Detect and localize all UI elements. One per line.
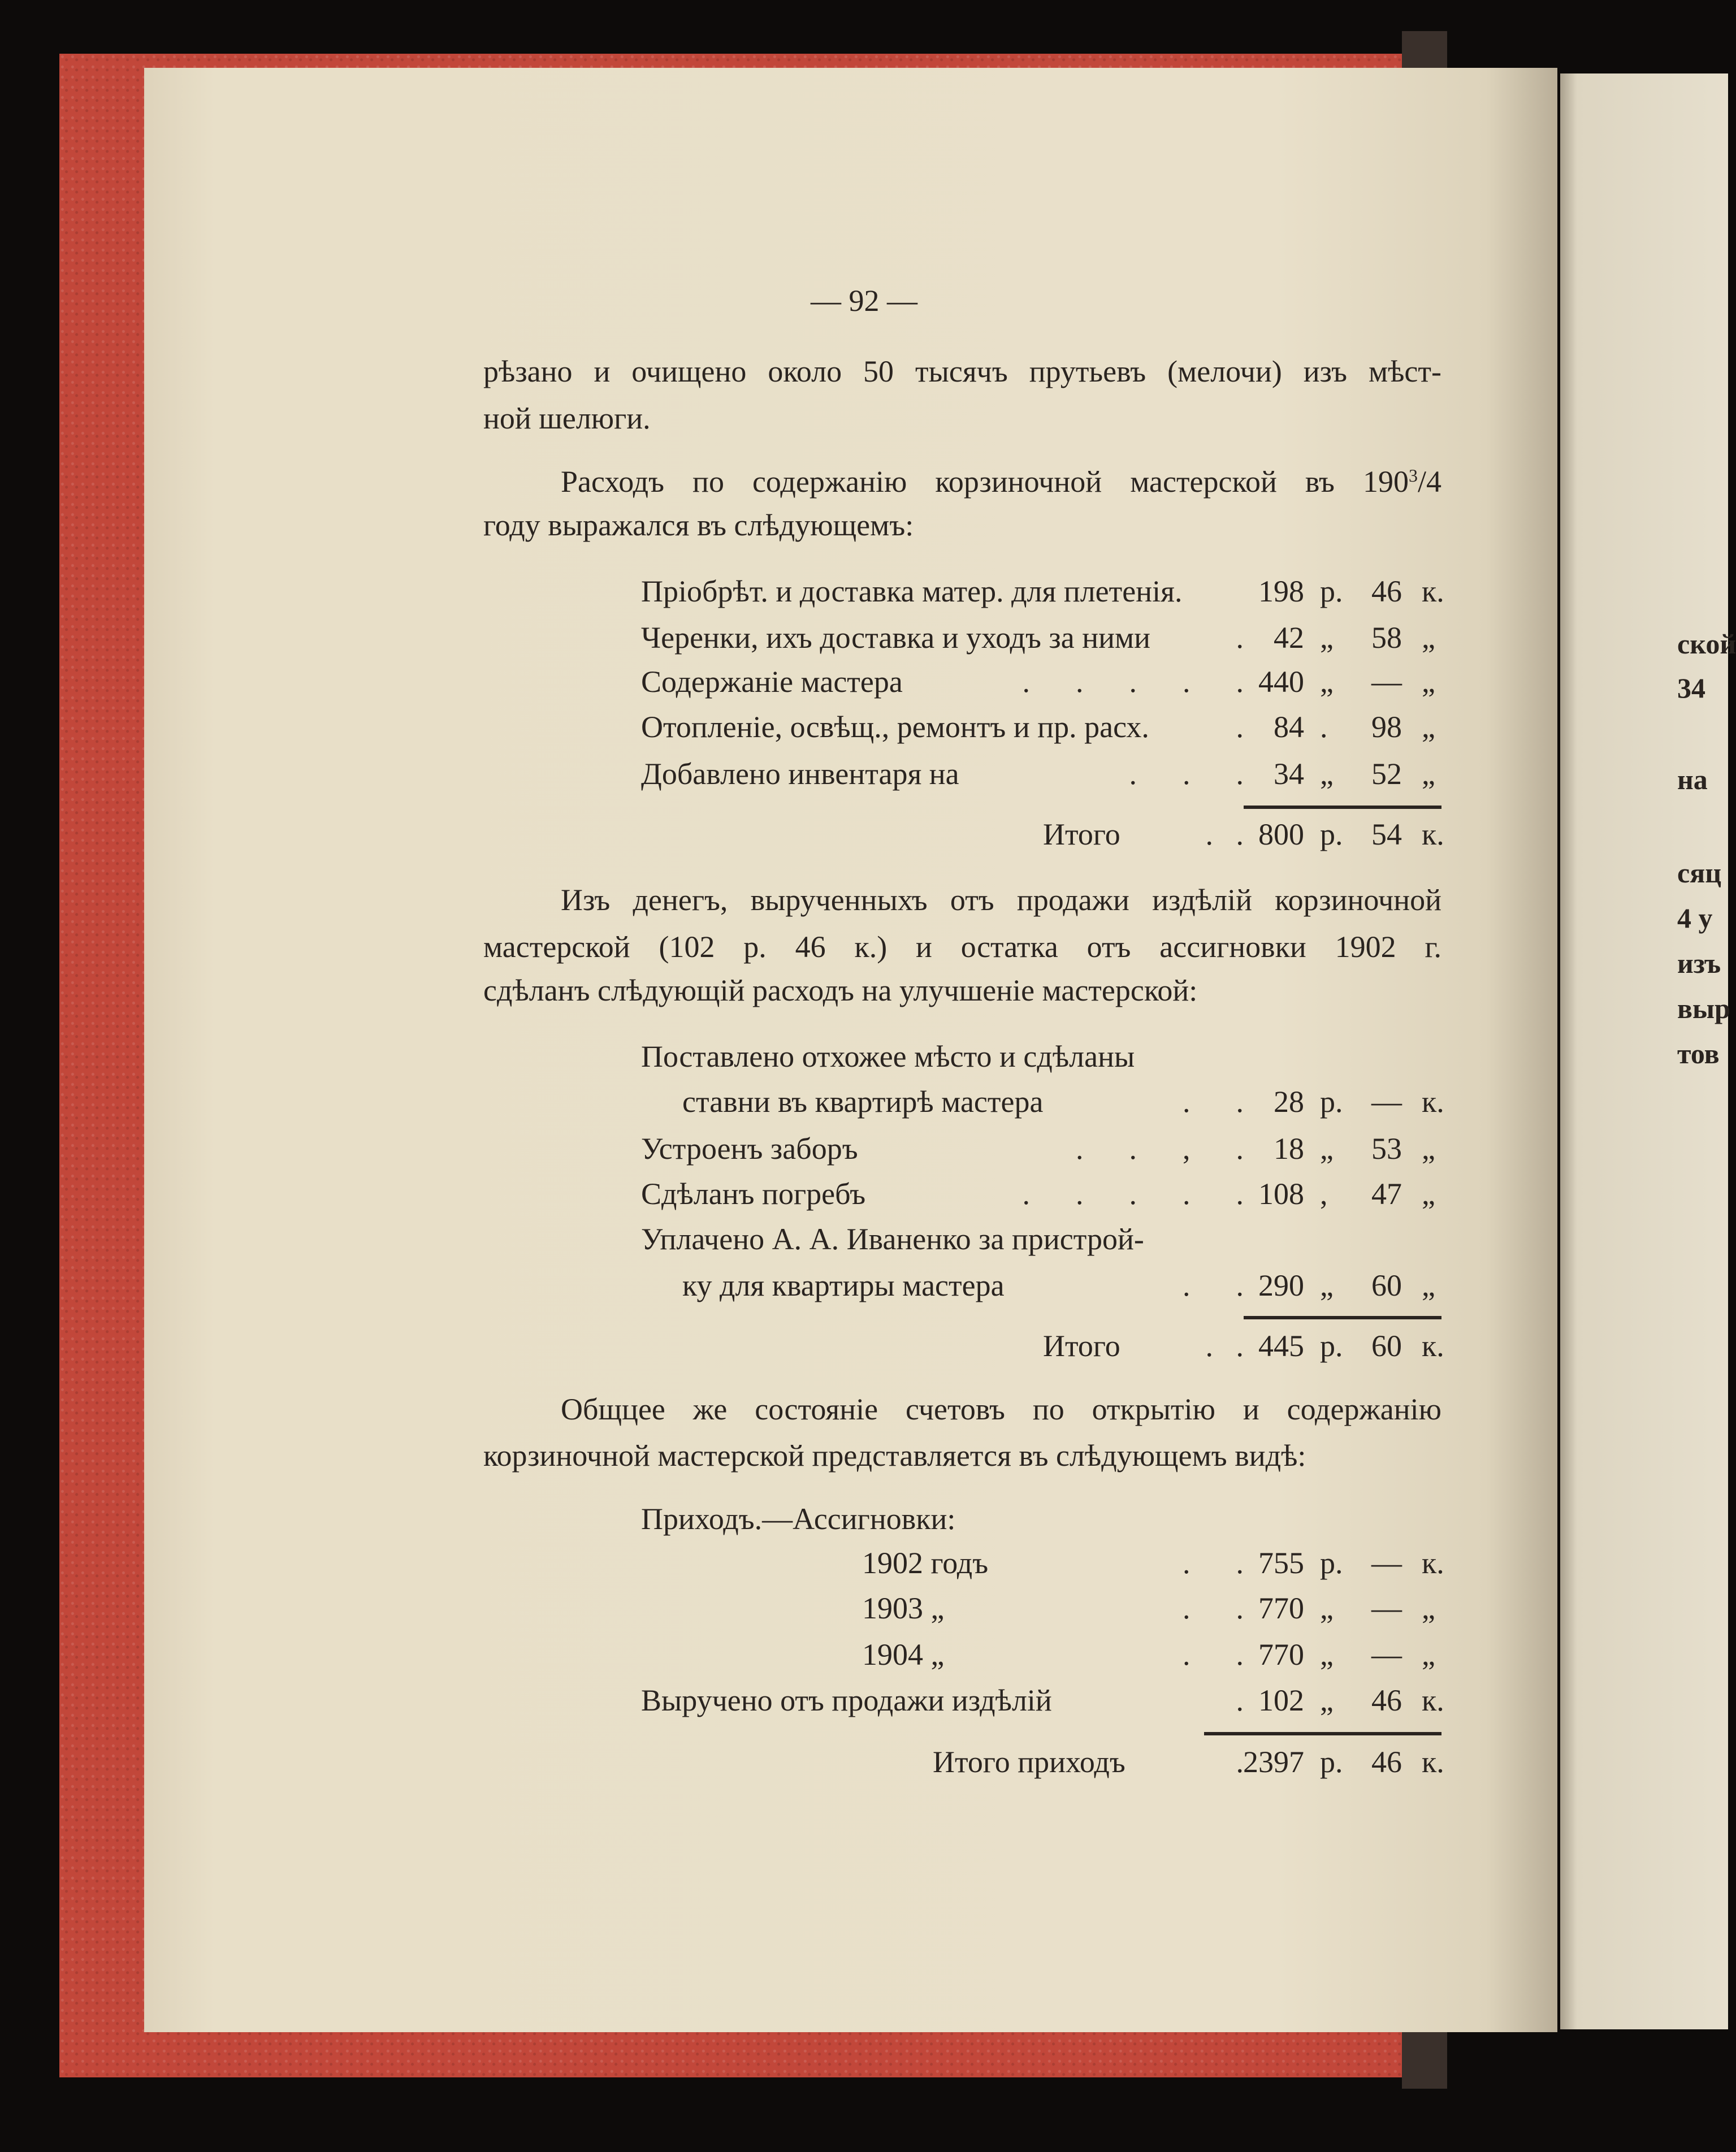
paragraph-line: рѣзано и очищено около 50 тысячъ прутьевъ (мелочи) изъ мѣст- bbox=[483, 354, 1441, 388]
total-row bbox=[0, 819, 1728, 853]
dot-leader: . . bbox=[1183, 1638, 1244, 1672]
facing-page-fragment: 34 bbox=[1677, 672, 1705, 704]
rubles-value: 755 bbox=[1258, 1546, 1304, 1580]
item-label: 1903 „ bbox=[862, 1591, 945, 1625]
dot-leader: . . , . bbox=[1076, 1132, 1244, 1166]
dot-leader: . bbox=[1236, 1683, 1244, 1717]
table-row bbox=[0, 1685, 1728, 1719]
rubles-unit: „ bbox=[1320, 665, 1334, 699]
dot-leader: . . bbox=[1183, 1546, 1244, 1580]
kopecks-unit: к. bbox=[1422, 1745, 1444, 1779]
paragraph-line: корзиночной мастерской представляется въ слѣдующемъ видѣ: bbox=[483, 1439, 1306, 1473]
kopecks-value: — bbox=[1371, 1546, 1402, 1580]
kopecks-unit: „ bbox=[1422, 710, 1435, 744]
item-label: Пріобрѣт. и доставка матер. для плетенія. bbox=[641, 574, 1183, 608]
item-label: Приходъ.—Ассигновки: bbox=[641, 1502, 956, 1536]
kopecks-value: 46 bbox=[1371, 574, 1402, 608]
table-row bbox=[0, 622, 1728, 656]
dot-leader: . . bbox=[1205, 1329, 1244, 1363]
rubles-unit: „ bbox=[1320, 757, 1334, 791]
item-label: 1904 „ bbox=[862, 1638, 945, 1672]
rubles-value: 198 bbox=[1258, 574, 1304, 608]
kopecks-unit: к. bbox=[1422, 1546, 1444, 1580]
paragraph-line: году выражался въ слѣдующемъ: bbox=[483, 508, 914, 542]
kopecks-unit: „ bbox=[1422, 757, 1435, 791]
facing-page-fragment: ской bbox=[1677, 628, 1736, 660]
rubles-unit: р. bbox=[1320, 1546, 1343, 1580]
rubles-value: 108 bbox=[1258, 1177, 1304, 1211]
rubles-value: 770 bbox=[1258, 1638, 1304, 1672]
sum-rule bbox=[1204, 1732, 1441, 1735]
table-row bbox=[0, 1133, 1728, 1167]
table-row bbox=[0, 1041, 1728, 1075]
item-label: Выручено отъ продажи издѣлій bbox=[641, 1683, 1052, 1717]
total-label: Итого bbox=[1043, 817, 1120, 851]
kopecks-value: 52 bbox=[1371, 757, 1402, 791]
item-label: Поставлено отхожее мѣсто и сдѣланы bbox=[641, 1040, 1135, 1073]
paragraph-line: Общцее же состояніе счетовъ по открытію и содержанію bbox=[561, 1392, 1441, 1426]
table-row bbox=[0, 1593, 1728, 1627]
rubles-unit: р. bbox=[1320, 1085, 1343, 1119]
kopecks-unit: „ bbox=[1422, 1177, 1435, 1211]
kopecks-value: — bbox=[1371, 665, 1402, 699]
item-label: 1902 годъ bbox=[862, 1546, 989, 1580]
rubles-value: 800 bbox=[1258, 817, 1304, 851]
dot-leader: . . . . . bbox=[1022, 1177, 1244, 1211]
table-row bbox=[0, 759, 1728, 793]
item-label: ку для квартиры мастера bbox=[682, 1268, 1005, 1302]
facing-page-fragment: на bbox=[1677, 764, 1708, 795]
paragraph-line bbox=[561, 466, 1441, 497]
rubles-unit: „ bbox=[1320, 621, 1334, 655]
rubles-unit: „ bbox=[1320, 1638, 1334, 1672]
fraction-numerator: 3 bbox=[1408, 465, 1418, 486]
kopecks-unit: „ bbox=[1422, 1591, 1435, 1625]
kopecks-value: 46 bbox=[1371, 1745, 1402, 1779]
dot-leader: . bbox=[1236, 621, 1244, 655]
kopecks-unit: „ bbox=[1422, 1268, 1435, 1302]
item-label: Отопленіе, освѣщ., ремонтъ и пр. расх. bbox=[641, 710, 1149, 744]
kopecks-value: — bbox=[1371, 1591, 1402, 1625]
dot-leader: . . bbox=[1183, 1591, 1244, 1625]
rubles-unit: „ bbox=[1320, 1268, 1334, 1302]
rubles-unit: р. bbox=[1320, 817, 1343, 851]
kopecks-unit: „ bbox=[1422, 1132, 1435, 1166]
table-row bbox=[0, 1548, 1728, 1582]
kopecks-value: 60 bbox=[1371, 1329, 1402, 1363]
page-number: — 92 — bbox=[811, 284, 917, 318]
total-label: Итого bbox=[1043, 1329, 1120, 1363]
total-row bbox=[0, 1331, 1728, 1365]
item-label: Сдѣланъ погребъ bbox=[641, 1177, 866, 1211]
facing-page-fragment: выр bbox=[1677, 993, 1730, 1024]
rubles-unit: р. bbox=[1320, 574, 1343, 608]
kopecks-unit: к. bbox=[1422, 1683, 1444, 1717]
item-label: Добавлено инвентаря на bbox=[641, 757, 959, 791]
paragraph-line: сдѣланъ слѣдующій расходъ на улучшеніе мастерской: bbox=[483, 973, 1198, 1007]
rubles-value: 34 bbox=[1274, 757, 1304, 791]
kopecks-value: 98 bbox=[1371, 710, 1402, 744]
facing-page-fragment: сяц bbox=[1677, 857, 1722, 889]
kopecks-value: — bbox=[1371, 1638, 1402, 1672]
kopecks-value: 46 bbox=[1371, 1683, 1402, 1717]
table-row bbox=[0, 712, 1728, 746]
rubles-value: 2397 bbox=[1243, 1745, 1304, 1779]
paragraph-line: ной шелюги. bbox=[483, 401, 651, 435]
dot-leader: . bbox=[1236, 710, 1244, 744]
rubles-unit: „ bbox=[1320, 1591, 1334, 1625]
table-row bbox=[0, 1179, 1728, 1213]
sum-rule bbox=[1244, 806, 1441, 809]
kopecks-unit: к. bbox=[1422, 1085, 1444, 1119]
table-row bbox=[0, 576, 1728, 610]
kopecks-unit: к. bbox=[1422, 817, 1444, 851]
facing-page-fragment: изъ bbox=[1677, 947, 1721, 979]
dot-leader: . . bbox=[1205, 817, 1244, 851]
table-row bbox=[0, 1086, 1728, 1120]
dot-leader: . . bbox=[1183, 1268, 1244, 1302]
fraction-denominator: /4 bbox=[1417, 465, 1441, 499]
kopecks-value: 58 bbox=[1371, 621, 1402, 655]
rubles-unit: , bbox=[1320, 1177, 1328, 1211]
rubles-value: 440 bbox=[1258, 665, 1304, 699]
kopecks-value: 53 bbox=[1371, 1132, 1402, 1166]
item-label: Устроенъ заборъ bbox=[641, 1132, 858, 1166]
dot-leader: . . . bbox=[1129, 757, 1244, 791]
rubles-value: 84 bbox=[1274, 710, 1304, 744]
rubles-unit: „ bbox=[1320, 1683, 1334, 1717]
item-label: Уплачено А. А. Иваненко за пристрой- bbox=[641, 1222, 1144, 1256]
kopecks-value: 60 bbox=[1371, 1268, 1402, 1302]
table-row bbox=[0, 666, 1728, 700]
item-label: ставни въ квартирѣ мастера bbox=[682, 1085, 1044, 1119]
rubles-unit: р. bbox=[1320, 1329, 1343, 1363]
paragraph-line: Изъ денегъ, вырученныхъ отъ продажи издѣлій корзиночной bbox=[561, 883, 1441, 917]
sum-rule bbox=[1244, 1316, 1441, 1319]
rubles-value: 770 bbox=[1258, 1591, 1304, 1625]
kopecks-unit: „ bbox=[1422, 621, 1435, 655]
kopecks-value: — bbox=[1371, 1085, 1402, 1119]
kopecks-unit: „ bbox=[1422, 665, 1435, 699]
kopecks-value: 47 bbox=[1371, 1177, 1402, 1211]
rubles-value: 102 bbox=[1258, 1683, 1304, 1717]
kopecks-unit: к. bbox=[1422, 1329, 1444, 1363]
total-label: Итого приходъ bbox=[933, 1745, 1125, 1779]
dot-leader: . . . . . bbox=[1022, 665, 1244, 699]
kopecks-unit: к. bbox=[1422, 574, 1444, 608]
paragraph-text: Расходъ по содержанію корзиночной мастерской въ 190 bbox=[561, 465, 1409, 499]
rubles-value: 42 bbox=[1274, 621, 1304, 655]
facing-page-fragment: тов bbox=[1677, 1038, 1720, 1069]
table-row bbox=[0, 1504, 1728, 1538]
kopecks-unit: „ bbox=[1422, 1638, 1435, 1672]
table-row bbox=[0, 1639, 1728, 1673]
rubles-unit: р. bbox=[1320, 1745, 1343, 1779]
dot-leader: . . bbox=[1183, 1085, 1244, 1119]
rubles-value: 18 bbox=[1274, 1132, 1304, 1166]
table-row bbox=[0, 1270, 1728, 1304]
facing-page-fragment: 4 у bbox=[1677, 902, 1713, 934]
item-label: Черенки, ихъ доставка и уходъ за ними bbox=[641, 621, 1151, 655]
rubles-unit: . bbox=[1320, 710, 1328, 744]
table-row bbox=[0, 1224, 1728, 1258]
kopecks-value: 54 bbox=[1371, 817, 1402, 851]
item-label: Содержаніе мастера bbox=[641, 665, 903, 699]
paragraph-line: мастерской (102 р. 46 к.) и остатка отъ ассигновки 1902 г. bbox=[483, 930, 1441, 964]
dot-leader: . bbox=[1236, 1745, 1244, 1779]
rubles-value: 445 bbox=[1258, 1329, 1304, 1363]
total-row bbox=[0, 1747, 1728, 1781]
rubles-value: 290 bbox=[1258, 1268, 1304, 1302]
rubles-value: 28 bbox=[1274, 1085, 1304, 1119]
rubles-unit: „ bbox=[1320, 1132, 1334, 1166]
